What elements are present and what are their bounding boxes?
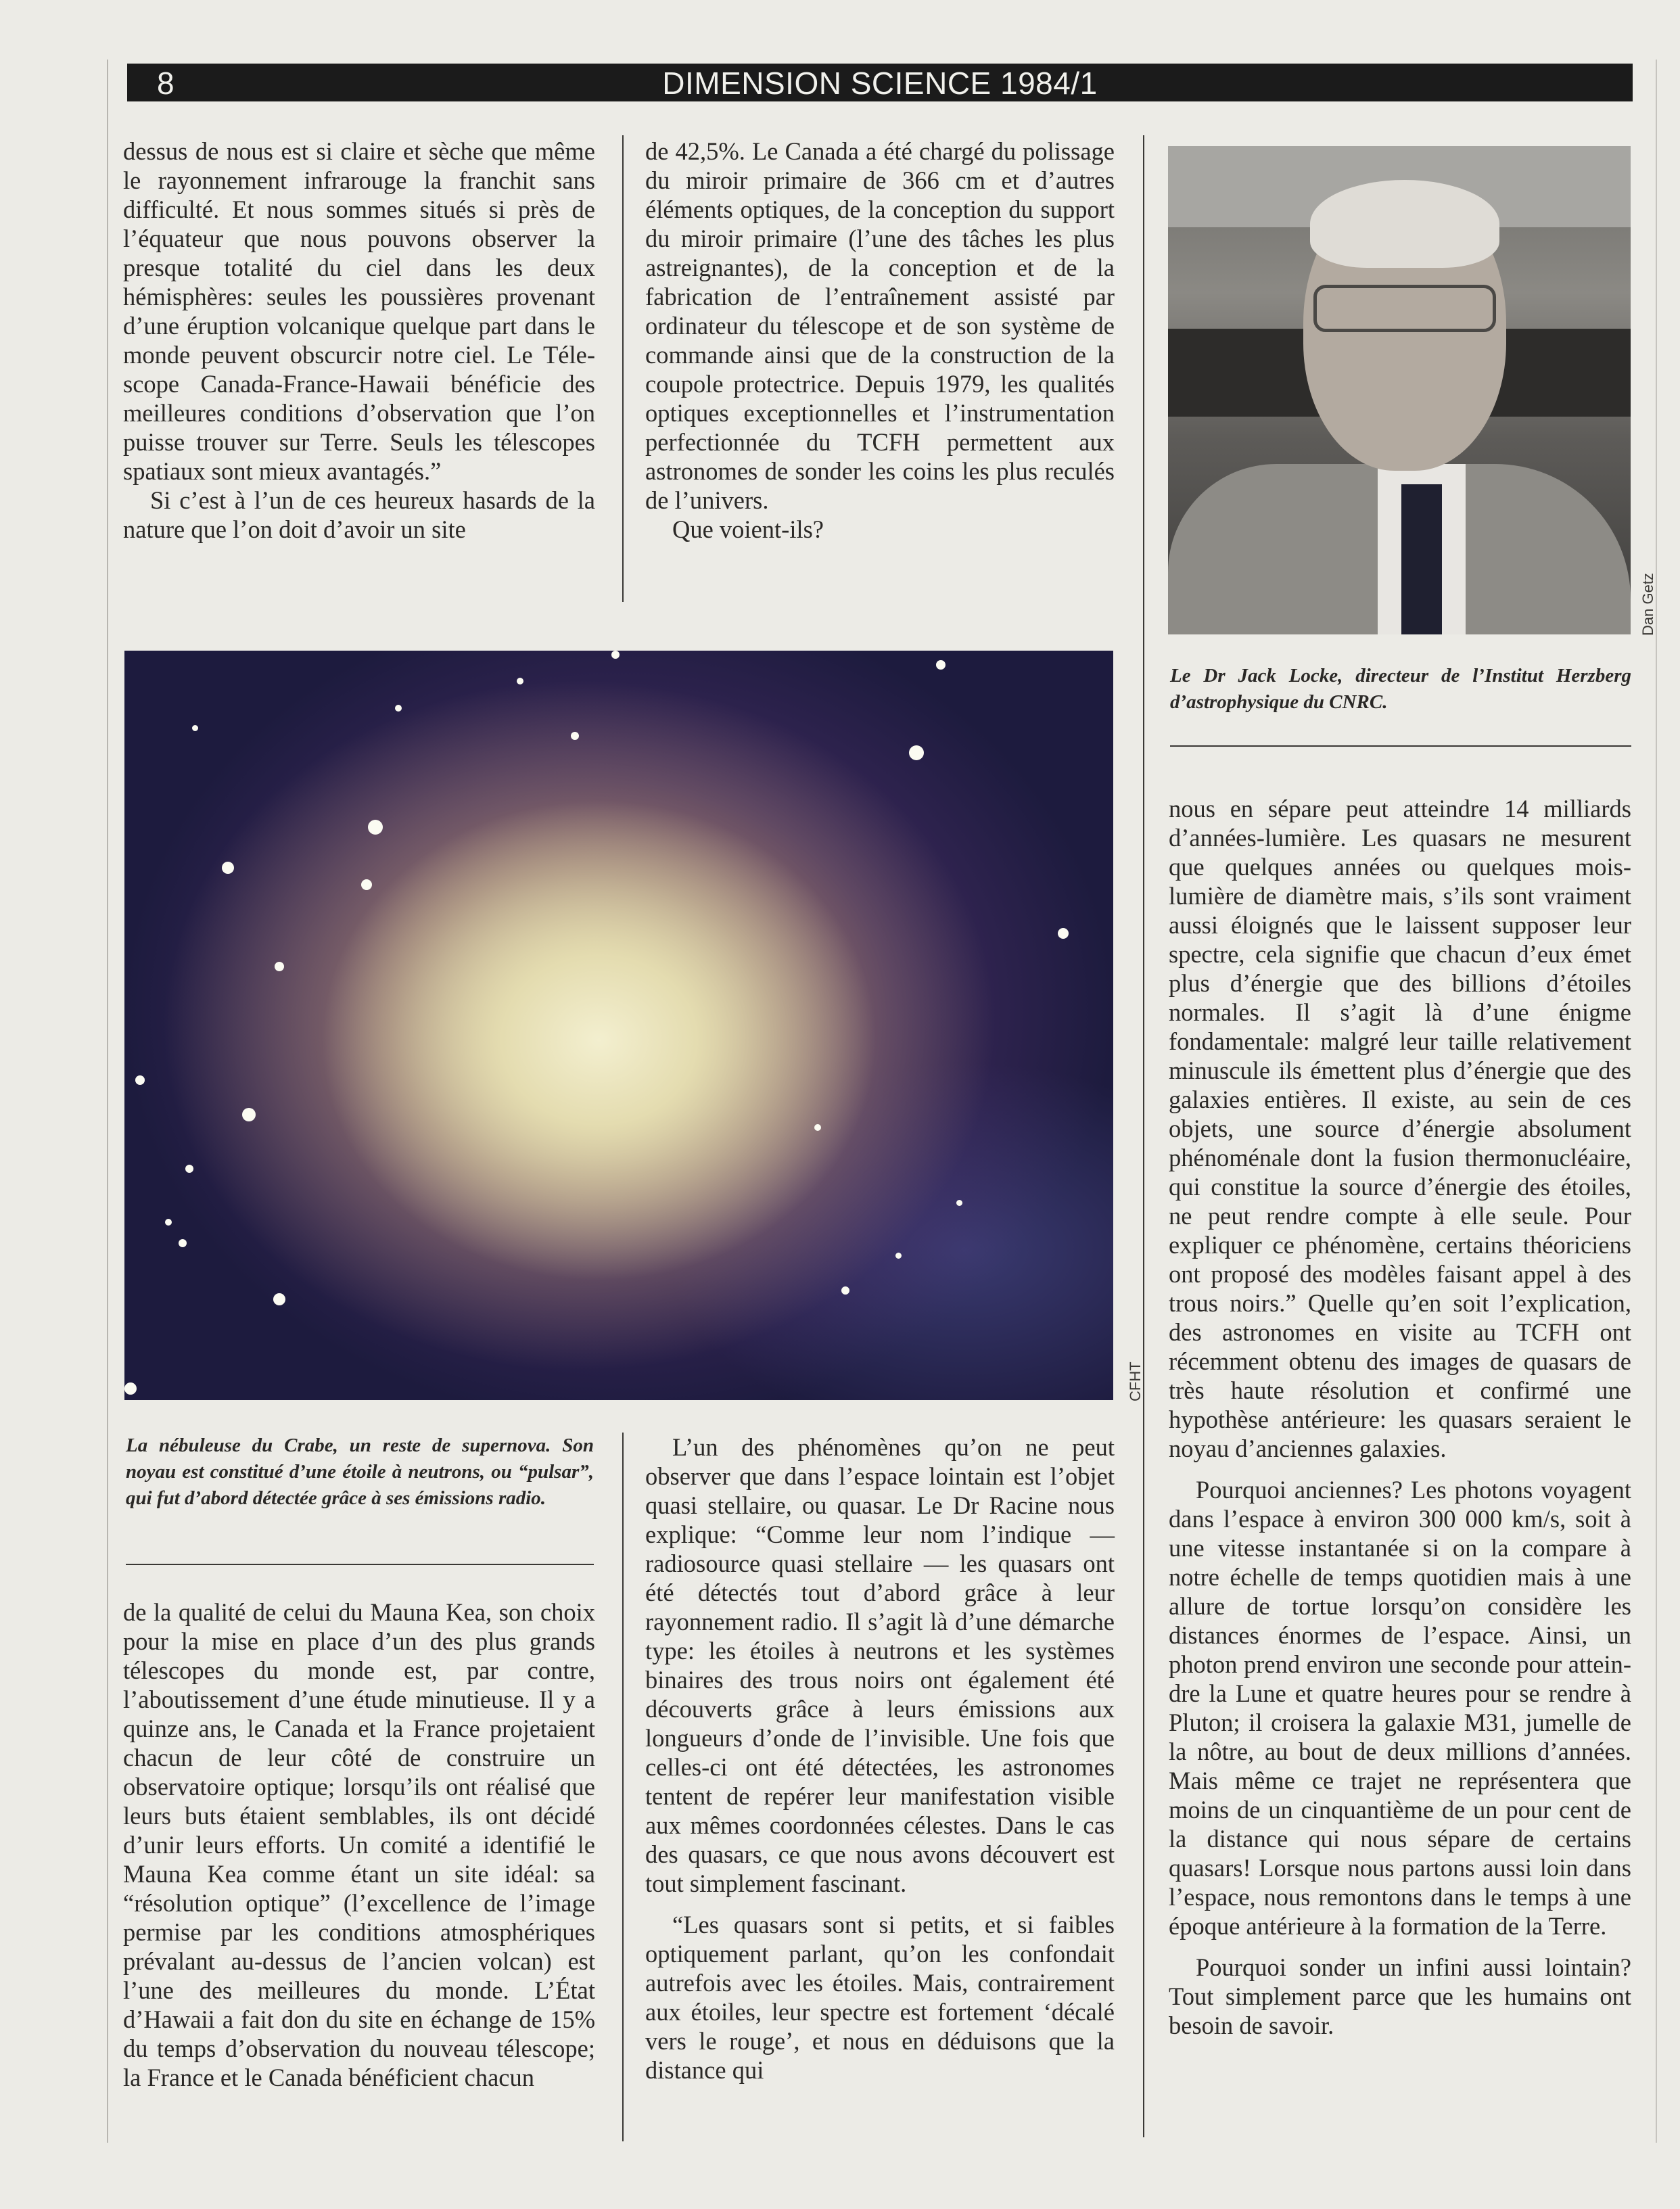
photo-glasses <box>1313 285 1496 332</box>
column-1-top <box>123 137 595 544</box>
star <box>368 820 383 835</box>
page-number: 8 <box>157 66 174 101</box>
star <box>242 1108 256 1121</box>
star <box>517 678 523 684</box>
star <box>185 1165 193 1173</box>
star <box>909 745 924 760</box>
star <box>179 1239 187 1247</box>
paragraph: Que voient-ils? <box>672 515 824 543</box>
column-2-top <box>645 137 1115 544</box>
portrait-photo <box>1168 146 1631 634</box>
star <box>165 1219 172 1226</box>
column-divider <box>622 1433 624 2141</box>
page-edge-right <box>1656 60 1657 2143</box>
page-edge-left <box>107 60 108 2143</box>
star <box>275 962 284 971</box>
column-3 <box>1169 794 1631 2040</box>
page-header <box>127 64 1633 101</box>
caption-rule <box>126 1564 594 1565</box>
publication-title: DIMENSION SCIENCE 1984/1 <box>662 66 1098 101</box>
star <box>361 879 372 890</box>
paragraph: “Les quasars sont si petits, et si faibles optiquement parlant, qu’on les confondait autrefois avec les étoiles. Mais, contrairement aux étoiles, leur spectre est fortement ‘décalé vers le rouge’, et nous en déduisons que la distance qui <box>645 1911 1115 2084</box>
paragraph: Pourquoi anciennes? Les photons voyagent dans l’espace à environ 300 000 km/s, soit à une vitesse instantanée si on la compare à notre échelle de temps quotidien mais à une allure de tortue lorsqu’on considère les distances énormes de l’espace. Ainsi, un photon prend environ une seconde pour atteindre la Lune et quatre heures pour se rendre à Pluton; il croisera la galaxie M31, jumelle de la nôtre, au bout de deux millions d’années. Mais même ce trajet ne représentera que moins de un cinquantième de un pour cent de la distance qui nous sépare de certains quasars! Lorsque nous partons aussi loin dans l’espace, nous remontons dans le temps à une époque antérieure à la formation de la Terre. <box>1169 1476 1631 1940</box>
star <box>841 1286 849 1295</box>
star <box>273 1293 285 1305</box>
paragraph: Si c’est à l’un de ces heureux hasards de la nature que l’on doit d’avoir un site <box>123 486 595 543</box>
crab-nebula-photo <box>124 651 1113 1400</box>
star <box>571 732 579 740</box>
star <box>192 725 198 731</box>
star <box>895 1253 902 1259</box>
star <box>956 1200 962 1206</box>
caption-rule <box>1170 745 1631 747</box>
paragraph: Pourquoi sonder un infini aussi lointain? Tout simplement parce que les humains ont besoin de savoir. <box>1169 1953 1631 2039</box>
column-1-bottom <box>123 1598 595 2092</box>
portrait-caption: Le Dr Jack Locke, directeur de l’Institut Herzberg d’astrophysique du CNRC. <box>1170 665 1631 713</box>
paragraph: L’un des phénomènes qu’on ne peut observer que dans l’espace lointain est l’objet quasi stellaire, ou quasar. Le Dr Racine nous explique: “Comme leur nom l’indique — radiosource quasi stellaire — les quasars ont été détectés tout d’abord grâce à leur rayonnement radio. Il s’agit là d’une démarche type: les étoiles à neutrons et les systèmes binaires des trous noirs ont également été découverts grâce à leurs émissions aux longueurs d’onde de l’invisible. Une fois que celles-ci ont été détectées, les astronomes tentent de repérer leur manifestation visible aux mêmes coordonnées célestes. Dans le cas des quasars, ce que nous avons découvert est tout simplement fascinant. <box>645 1433 1115 1897</box>
paragraph: dessus de nous est si claire et sèche que même le rayonnement infrarouge la franchit sans difficulté. Et nous sommes situés si près de l’équateur que nous pouvons observer la presque totalité du ciel dans les deux hémisphères: seules les poussières provenant d’une éruption volcanique quelque part dans le monde peuvent obscurcir notre ciel. Le Télescope Canada-France-Hawaii bénéficie des meilleures conditions d’observation que l’on puisse trouver sur Terre. Seuls les télescopes spatiaux sont mieux avantagés.” <box>123 137 595 485</box>
paragraph: de 42,5%. Le Canada a été chargé du polissage du miroir primaire de 366 cm et d’autres éléments optiques, de la conception du support du miroir primaire (l’une des tâches les plus astreignantes), de la conception et de la fabrication de l’entraînement assisté par ordinateur du télescope et de son système de commande ainsi que de la construction de la coupole protectrice. Depuis 1979, les qualités optiques exceptionnelles et l’instrumentation perfectionnée du TCFH permettent aux astronomes de sonder les coins les plus reculés de l’univers. <box>645 137 1115 514</box>
nebula-caption: La nébuleuse du Crabe, un reste de supernova. Son noyau est constitué d’une étoile à neutrons, ou “pulsar”, qui fut d’abord détectée grâce à ses émissions radio. <box>126 1435 594 1509</box>
paragraph: nous en sépare peut atteindre 14 milliards d’années-lumière. Les quasars ne mesurent que quelques années ou quelques mois-lumière de diamètre mais, s’ils sont vraiment aussi éloignés que le laissent supposer leur spectre, cela signifie que chacun d’eux émet plus d’énergie que des billions d’étoiles normales. Il s’agit là d’une énigme fondamentale: malgré leur taille relativement minuscule ils émettent plus d’énergie que des galaxies entières. Il existe, au sein de ces objets, une source d’énergie absolument phénoménale dont la fusion thermonucléaire, qui constitue la source d’énergie des étoiles, ne peut rendre compte à elle seule. Pour expliquer ce phénomène, certains théoriciens ont proposé des modèles faisant appel à des trous noirs.” Quelle qu’en soit l’explication, des astronomes en visite au TCFH ont récemment obtenu des images de quasars de très haute résolution et confirmé une hypothèse antérieure: les quasars seraient le noyau d’anciennes galaxies. <box>1169 795 1631 1462</box>
column-divider <box>622 135 624 602</box>
star <box>395 705 402 712</box>
star <box>814 1124 821 1131</box>
star <box>222 862 234 874</box>
column-divider <box>1143 135 1144 2137</box>
star <box>135 1075 145 1085</box>
star <box>936 660 946 670</box>
star <box>124 1382 137 1395</box>
portrait-photo-credit: Dan Getz <box>1639 573 1656 636</box>
photo-hair <box>1310 180 1499 268</box>
photo-tie <box>1401 484 1442 634</box>
nebula-photo-credit: CFHT <box>1127 1362 1144 1401</box>
star <box>611 651 620 659</box>
column-2-bottom <box>645 1433 1115 2085</box>
star <box>1058 928 1069 939</box>
paragraph: de la qualité de celui du Mauna Kea, son choix pour la mise en place d’un des plus grands télescopes du monde est, par contre, l’aboutissement d’une étude minutieuse. Il y a quinze ans, le Canada et la France projetaient chacun de leur côté de construire un observatoire optique; lorsqu’ils ont réalisé que leurs buts étaient semblables, ils ont décidé d’unir leurs efforts. Un comité a identifié le Mauna Kea comme étant un site idéal: sa “résolution optique” (l’excellence de l’image permise par les conditions atmosphériques prévalant au-dessus de l’ancien volcan) est l’une des meilleures du monde. L’État d’Hawaii a fait don du site en échange de 15% du temps d’observation du nouveau télescope; la France et le Canada bénéficient chacun <box>123 1598 595 2091</box>
